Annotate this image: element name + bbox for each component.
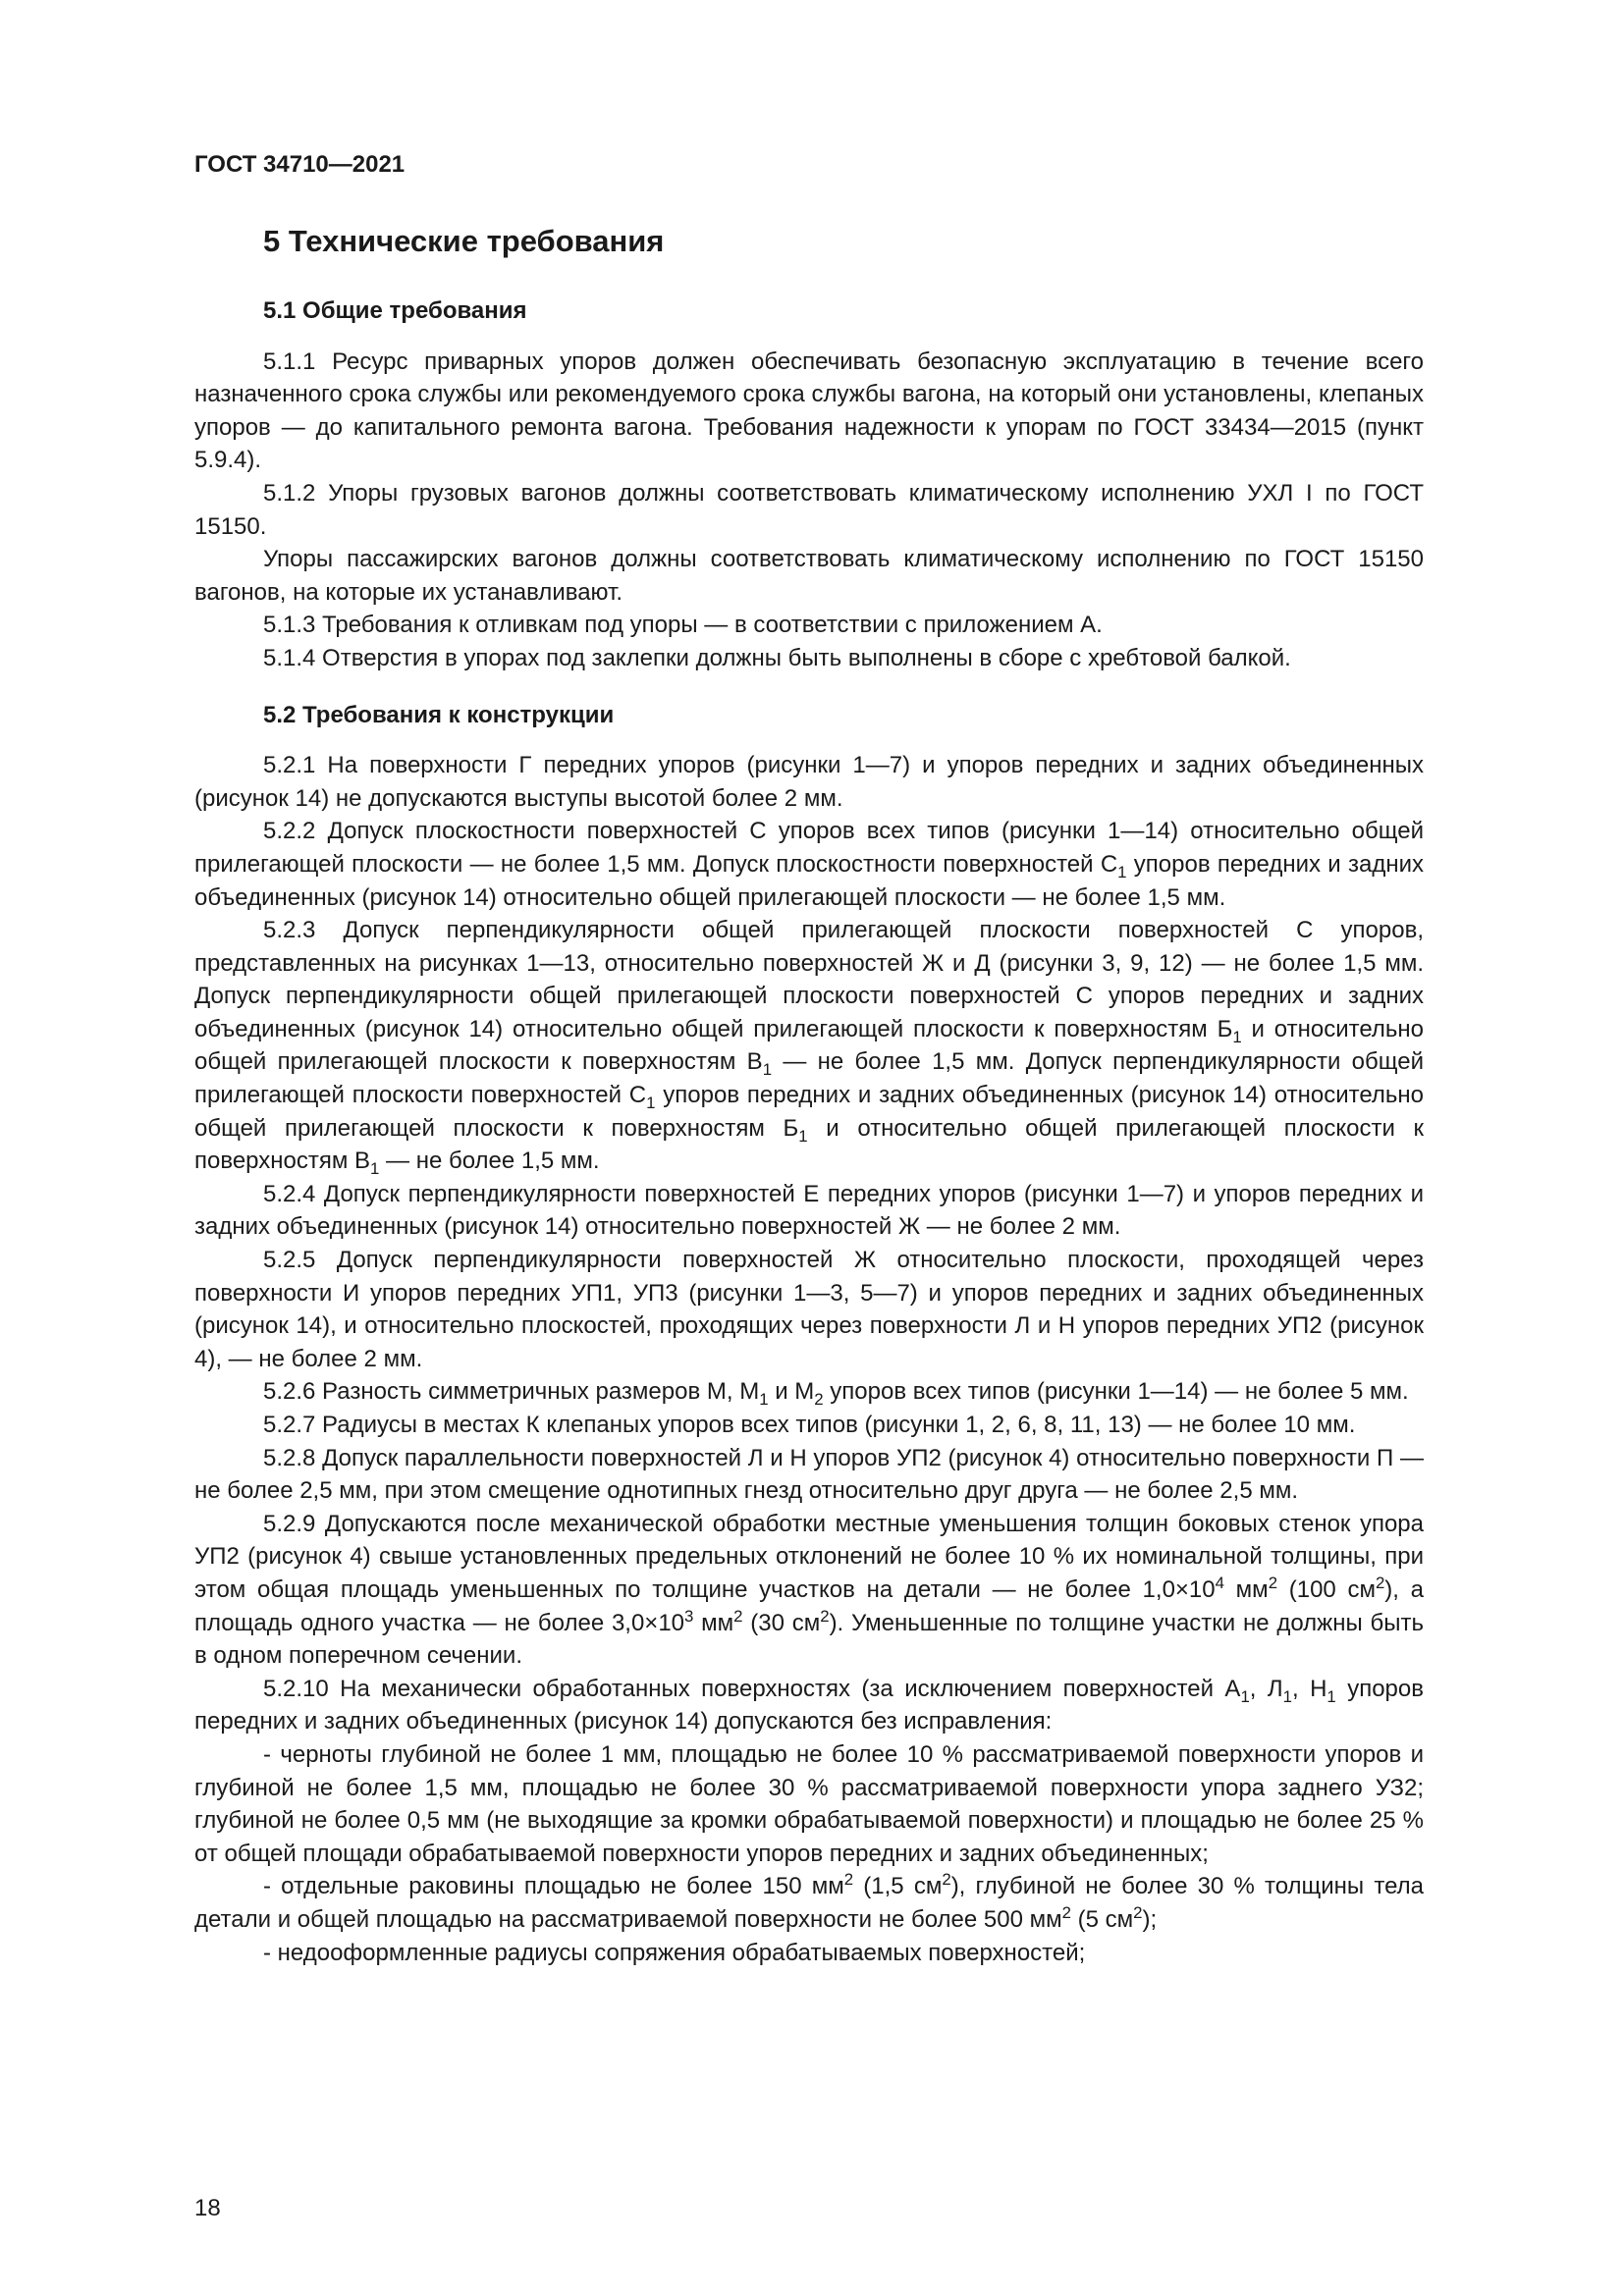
section-title: 5 Технические требования (263, 224, 665, 258)
paragraph-5-2-9: 5.2.9 Допускаются после механической обработки местные уменьшения толщин боковых стенок упора УП2 (рисунок 4) свыше установленных предельных отклонений не более 10 % их номинальной толщины, при этом общая площадь уменьшенных по толщине участков на детали — не более $1,0\times 10^4$ $мм^2$ (100 $см^2$), а площадь одного участка — не более $3,0\times 10^3$ $мм^2$ (30 $см^2$). Уменьшенные по толщине участки не должны быть в одном поперечном сечении. (194, 1510, 1424, 1670)
subsection-title-5-2: 5.2 Требования к конструкции (263, 701, 615, 728)
paragraph-5-1-3: 5.1.3 Требования к отливкам под упоры — в соответствии с приложением А. (263, 612, 1103, 639)
paragraph-5-1-2-cont: Упоры пассажирских вагонов должны соответствовать климатическому исполнению по ГОСТ 15150 вагонов, на которые их устанавливают. (194, 546, 1424, 606)
paragraph-5-2-8: 5.2.8 Допуск параллельности поверхностей Л и Н упоров УП2 (рисунок 4) относительно поверхности П — не более 2,5 мм, при этом смещение однотипных гнезд относительно друг друга — не более 2,5 мм. (194, 1444, 1424, 1505)
paragraph-5-2-5: 5.2.5 Допуск перпендикулярности поверхностей Ж относительно плоскости, проходящей через поверхности И упоров передних УП1, УП3 (рисунки 1—3, 5—7) и упоров передних и задних объединенных (рисунок 14), и относительно плоскостей, проходящих через поверхности Л и Н упоров передних УП2 (рисунок 4), — не более 2 мм. (194, 1247, 1424, 1372)
paragraph-5-2-10: 5.2.10 На механически обработанных поверхностях (за исключением поверхностей $А_1$, $Л_1$, $Н_1$ упоров передних и задних объединенных (рисунок 14) допускаются без исправления: (194, 1675, 1424, 1735)
paragraph-5-2-2: 5.2.2 Допуск плоскостности поверхностей С упоров всех типов (рисунки 1—14) относительно общей прилегающей плоскости — не более 1,5 мм. Допуск плоскостности поверхностей $С_1$ упоров передних и задних объединенных (рисунок 14) относительно общей прилегающей плоскости — не более 1,5 мм. (194, 818, 1424, 911)
standard-code: ГОСТ 34710—2021 (194, 151, 406, 178)
paragraph-5-1-2: 5.1.2 Упоры грузовых вагонов должны соответствовать климатическому исполнению УХЛ I по ГОСТ 15150. (194, 479, 1425, 540)
subsection-title-5-1: 5.1 Общие требования (263, 297, 527, 324)
body-text (194, 294, 1424, 1969)
list-item-blackness: - черноты глубиной не более 1 мм, площадью не более 10 % рассматриваемой поверхности упоров и глубиной не более 1,5 мм, площадью не более 30 % рассматриваемой поверхности упора заднего УЗ2; глубиной не более 0,5 мм (не выходящие за кромки обрабатываемой поверхности) и площадью не более 25 % от общей площади обрабатываемой поверхности упоров передних и задних объединенных; (194, 1740, 1424, 1867)
paragraph-5-2-6: 5.2.6 Разность симметричных размеров М, $М_1$ и $М_2$ упоров всех типов (рисунки 1—14) — не более 5 мм. (263, 1378, 1409, 1410)
paragraph-5-2-3: 5.2.3 Допуск перпендикулярности общей прилегающей плоскости поверхностей С упоров, представленных на рисунках 1—13, относительно поверхностей Ж и Д (рисунки 3, 9, 12) — не более 1,5 мм. Допуск перпендикулярности общей прилегающей плоскости поверхностей С упоров передних и задних объединенных (рисунок 14) относительно общей прилегающей плоскости к поверхностям $Б_1$ и относительно общей прилегающей плоскости к поверхностям $В_1$ — не более 1,5 мм. Допуск перпендикулярности общей прилегающей плоскости поверхностей $С_1$ упоров передних и задних объединенных (рисунок 14) относительно общей прилегающей плоскости к поверхностям $Б_1$ и относительно общей прилегающей плоскости к поверхностям $В_1$ — не более 1,5 мм. (194, 917, 1425, 1179)
paragraph-5-1-1: 5.1.1 Ресурс приварных упоров должен обеспечивать безопасную эксплуатацию в течение всего назначенного срока службы или рекомендуемого срока службы вагона, на который они установлены, клепаных упоров — до капитального ремонта вагона. Требования надежности к упорам по ГОСТ 33434—2015 (пункт 5.9.4). (194, 347, 1424, 474)
paragraph-5-2-1: 5.2.1 На поверхности Г передних упоров (рисунки 1—7) и упоров передних и задних объединенных (рисунок 14) не допускаются выступы высотой более 2 мм. (194, 752, 1424, 812)
list-item-cavities: - отдельные раковины площадью не более 150 $мм^2$ (1,5 $см^2$), глубиной не более 30 % толщины тела детали и общей площадью на рассматриваемой поверхности не более 500 $мм^2$ (5 $см^2$); (194, 1870, 1424, 1933)
list-item-radii: - недооформленные радиусы сопряжения обрабатываемых поверхностей; (263, 1939, 1086, 1966)
paragraph-5-2-7: 5.2.7 Радиусы в местах К клепаных упоров всех типов (рисунки 1, 2, 6, 8, 11, 13) — не более 10 мм. (263, 1412, 1356, 1438)
page-number: 18 (194, 2195, 221, 2221)
paragraph-5-2-4: 5.2.4 Допуск перпендикулярности поверхностей Е передних упоров (рисунки 1—7) и упоров передних и задних объединенных (рисунок 14) относительно поверхностей Ж — не более 2 мм. (194, 1180, 1424, 1241)
paragraph-5-1-4: 5.1.4 Отверстия в упорах под заклепки должны быть выполнены в сборе с хребтовой балкой. (263, 644, 1291, 671)
